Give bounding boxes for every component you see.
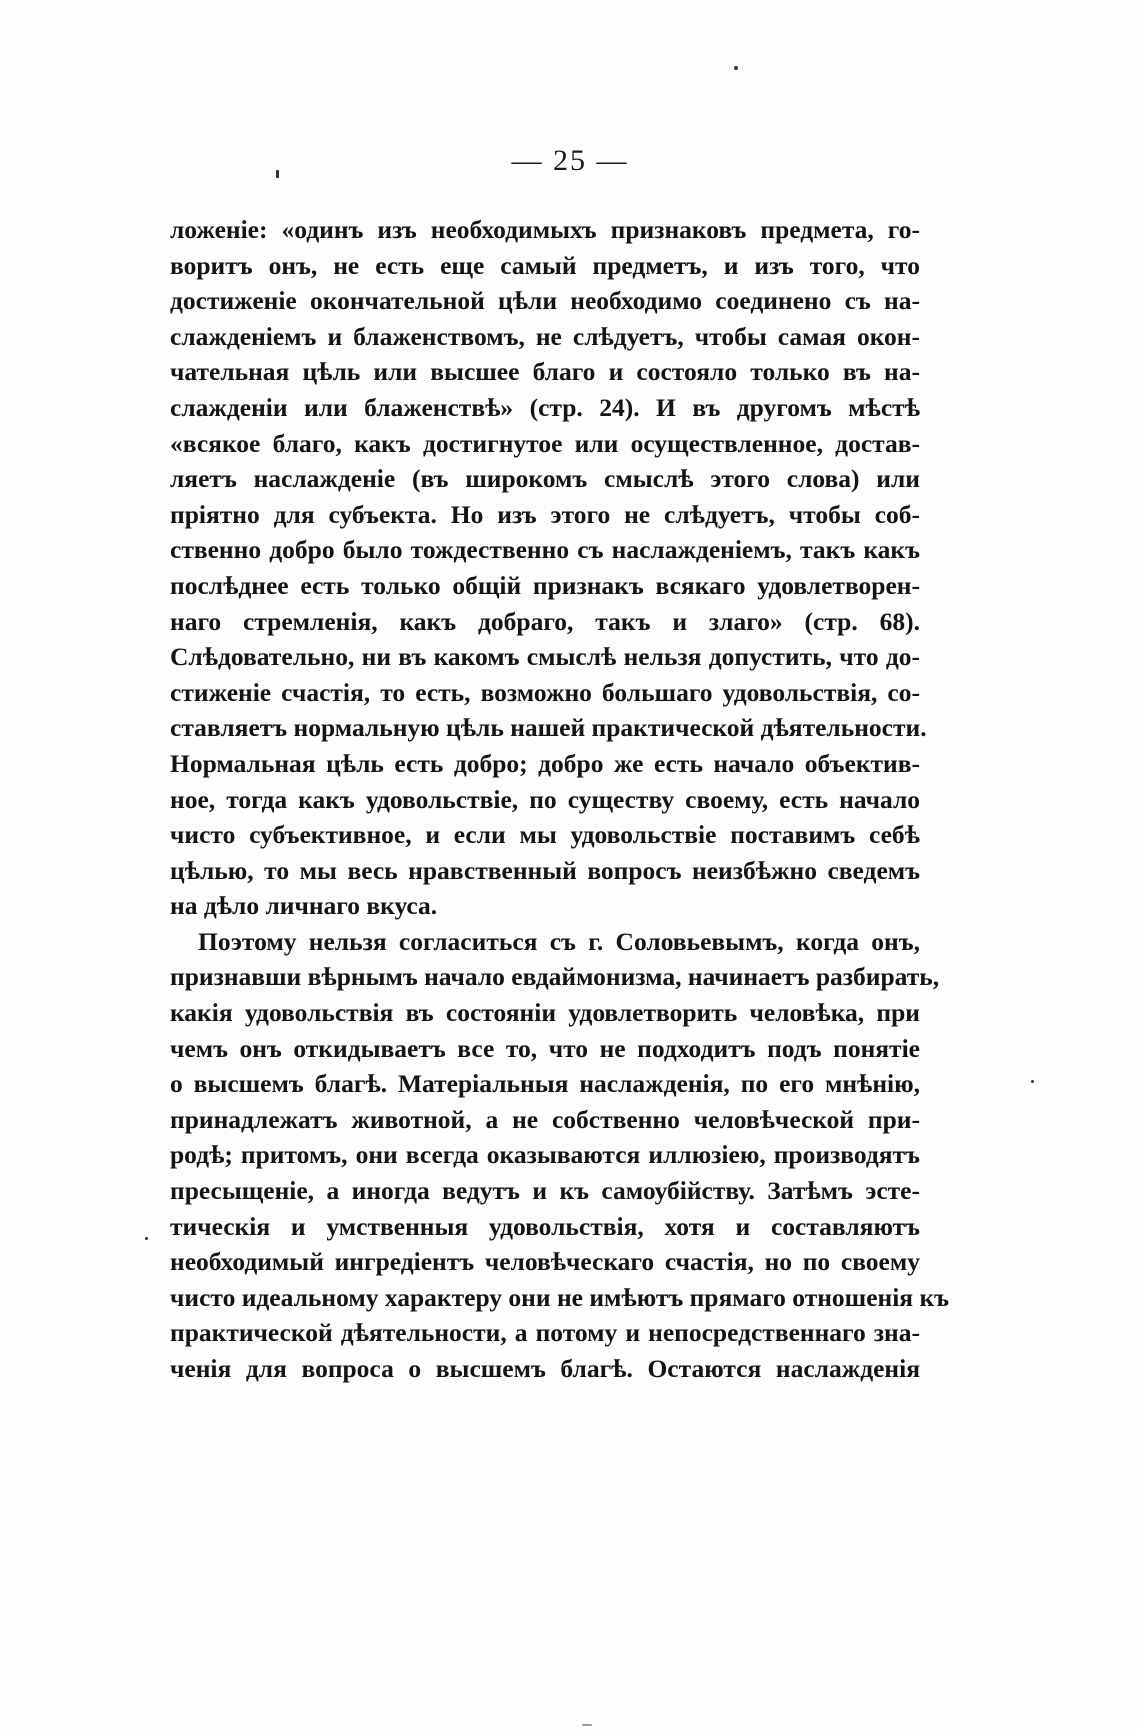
- scan-speck: [734, 66, 738, 70]
- text-line: ставляетъ нормальную цѣль нашей практической дѣятельности.: [170, 713, 927, 743]
- scan-speck: [145, 1237, 148, 1240]
- text-line: ченія для вопроса о высшемъ благѣ. Остаются наслажденія: [170, 1354, 920, 1383]
- text-line: ложеніе: «одинъ изъ необходимыхъ признаковъ предмета, го-: [170, 215, 920, 244]
- page-number: — 25 —: [511, 144, 629, 177]
- text-line: Слѣдовательно, ни въ какомъ смыслѣ нельзя допустить, что до-: [170, 642, 920, 672]
- text-line: тическія и умственныя удовольствія, хотя и составляютъ: [170, 1211, 920, 1241]
- text-line: Нормальная цѣль есть добро; добро же есть начало объектив-: [170, 748, 920, 778]
- text-line: пріятно для субъекта. Но изъ этого не слѣдуетъ, чтобы соб-: [170, 499, 920, 529]
- text-line: воритъ онъ, не есть еще самый предметъ, и изъ того, что: [170, 250, 920, 280]
- text-line: цѣлью, то мы весь нравственный вопросъ неизбѣжно сведемъ: [170, 855, 920, 885]
- text-line: какія удовольствія въ состояніи удовлетворить человѣка, при: [170, 998, 920, 1028]
- body-text: [170, 212, 950, 1387]
- text-line: о высшемъ благѣ. Матеріальныя наслажденія, по его мнѣнію,: [170, 1069, 920, 1099]
- text-line: признавши вѣрнымъ начало евдаймонизма, начинаетъ разбирать,: [170, 962, 940, 992]
- text-line: на дѣло личнаго вкуса.: [170, 891, 438, 921]
- text-line: ное, тогда какъ удовольствіе, по существу своему, есть начало: [170, 784, 920, 814]
- scan-speck: [1031, 1080, 1034, 1083]
- text-line: ственно добро было тождественно съ наслажденіемъ, такъ какъ: [170, 535, 920, 565]
- text-line: наго стремленія, какъ добраго, такъ и злаго» (стр. 68).: [170, 606, 920, 636]
- text-line: послѣднее есть только общій признакъ всякаго удовлетворен-: [170, 570, 920, 600]
- text-line: чисто субъективное, и если мы удовольствіе поставимъ себѣ: [170, 820, 920, 850]
- text-line: слажденіи или блаженствѣ» (стр. 24). И въ другомъ мѣстѣ: [170, 392, 920, 422]
- paragraph-1: [170, 212, 927, 924]
- text-line: чемъ онъ откидываетъ все то, что не подходитъ подъ понятіе: [170, 1033, 920, 1063]
- text-line: родѣ; притомъ, они всегда оказываются иллюзіею, производятъ: [170, 1140, 920, 1170]
- scan-speck: [276, 170, 279, 178]
- text-line: Поэтому нельзя согласиться съ г. Соловьевымъ, когда онъ,: [198, 926, 920, 956]
- scan-speck: [582, 1724, 592, 1726]
- text-line: стиженіе счастія, то есть, возможно большаго удовольствія, со-: [170, 677, 920, 707]
- text-line: необходимый ингредіентъ человѣческаго счастія, но по своему: [170, 1247, 920, 1277]
- text-line: «всякое благо, какъ достигнутое или осуществленное, достав-: [170, 428, 920, 458]
- text-line: слажденіемъ и блаженствомъ, не слѣдуетъ, чтобы самая окон-: [170, 321, 920, 351]
- paragraph-2: [170, 924, 950, 1387]
- text-line: чательная цѣль или высшее благо и состояло только въ на-: [170, 357, 920, 387]
- text-line: ляетъ наслажденіе (въ широкомъ смыслѣ этого слова) или: [170, 464, 920, 494]
- text-line: пресыщеніе, а иногда ведутъ и къ самоубійству. Затѣмъ эсте-: [170, 1176, 920, 1206]
- text-line: чисто идеальному характеру они не имѣютъ прямаго отношенія къ: [170, 1282, 950, 1312]
- text-line: принадлежатъ животной, а не собственно человѣческой при-: [170, 1104, 920, 1134]
- text-line: практической дѣятельности, а потому и непосредственнаго зна-: [170, 1318, 920, 1348]
- text-line: достиженіе окончательной цѣли необходимо соединено съ на-: [170, 286, 920, 316]
